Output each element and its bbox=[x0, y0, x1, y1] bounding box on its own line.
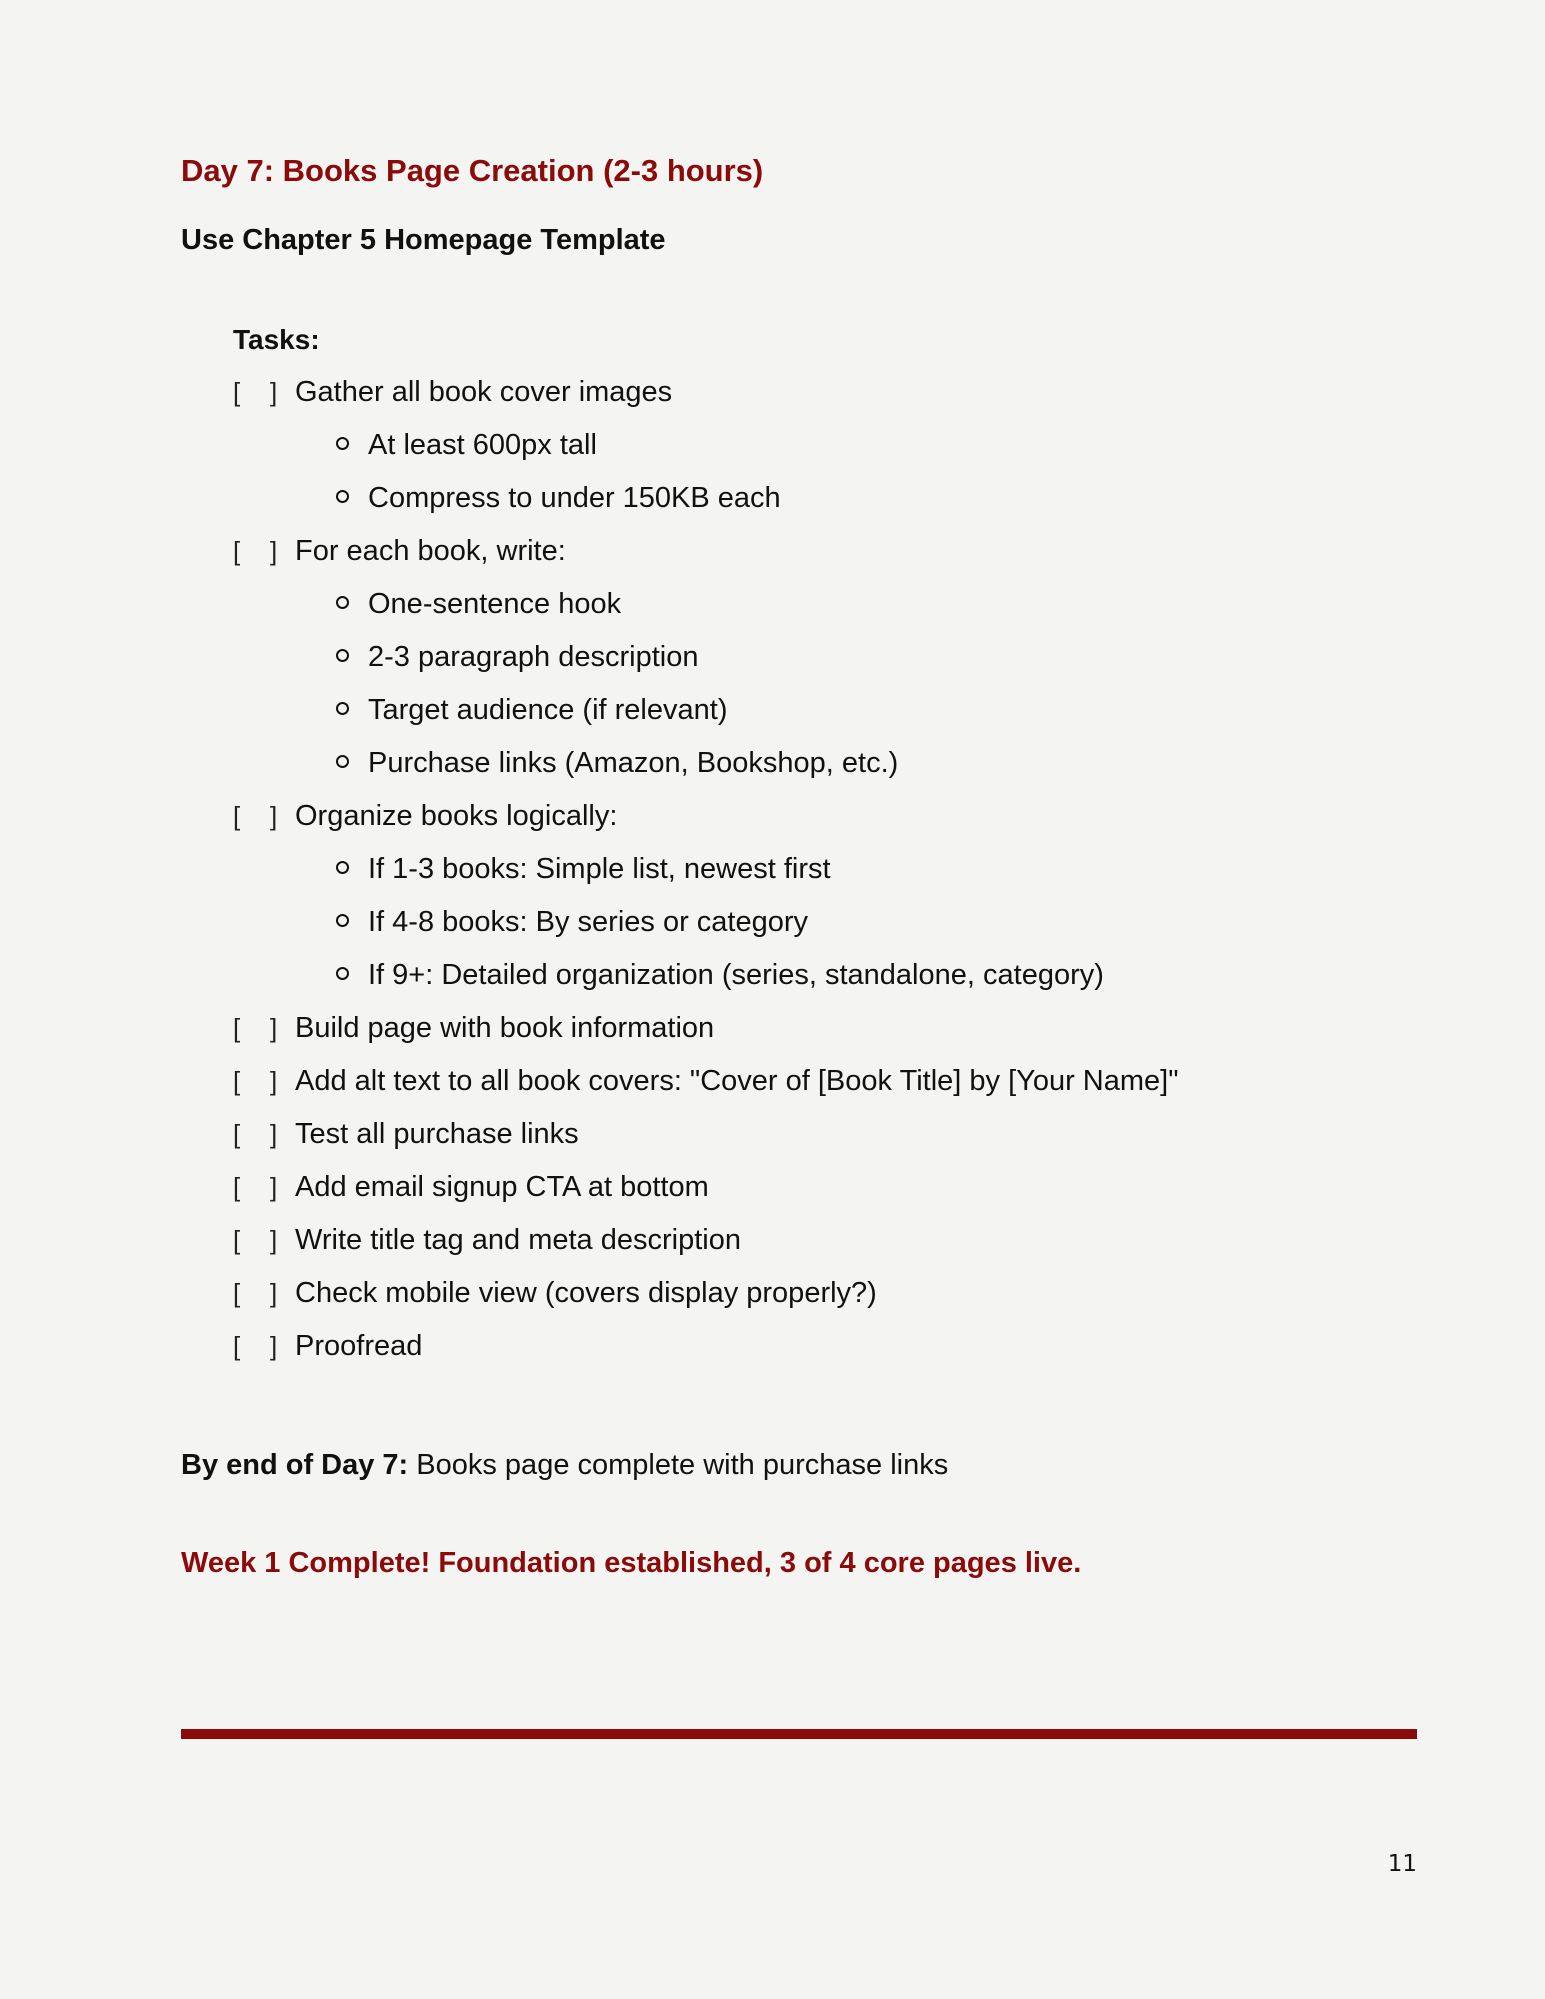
checklist-item bbox=[233, 1055, 1333, 1108]
checklist-subitem-label: Target audience (if relevant) bbox=[368, 694, 728, 726]
template-subheading: Use Chapter 5 Homepage Template bbox=[181, 224, 666, 256]
checkbox-bracket-left: [ bbox=[233, 377, 241, 407]
checklist-subitem bbox=[233, 578, 1333, 631]
hollow-bullet-icon bbox=[336, 490, 349, 503]
checklist-subitem bbox=[233, 419, 1333, 472]
checklist-item bbox=[233, 366, 1333, 419]
section-heading: Day 7: Books Page Creation (2-3 hours) bbox=[181, 153, 764, 188]
checkbox-bracket-right: ] bbox=[270, 1013, 278, 1043]
checklist-item-label: Build page with book information bbox=[295, 1012, 715, 1044]
checkbox[interactable] bbox=[233, 1320, 295, 1373]
checklist-item bbox=[233, 790, 1333, 843]
checklist-item-label: Proofread bbox=[295, 1330, 423, 1362]
checkbox-bracket-right: ] bbox=[270, 801, 278, 831]
document-page bbox=[181, 0, 1417, 1999]
checkbox-bracket-left: [ bbox=[233, 801, 241, 831]
checkbox[interactable] bbox=[233, 1108, 295, 1161]
checklist-item-label: Write title tag and meta description bbox=[295, 1224, 741, 1256]
checkbox[interactable] bbox=[233, 525, 295, 578]
checkbox-bracket-left: [ bbox=[233, 1172, 241, 1202]
checkbox[interactable] bbox=[233, 366, 295, 419]
checklist-subitem bbox=[233, 684, 1333, 737]
hollow-bullet-icon bbox=[336, 914, 349, 927]
checkbox-bracket-right: ] bbox=[270, 1331, 278, 1361]
checklist-subitem-label: Compress to under 150KB each bbox=[368, 482, 781, 514]
checklist-item-label: Add email signup CTA at bottom bbox=[295, 1171, 709, 1203]
day-summary bbox=[181, 1440, 948, 1490]
checkbox-bracket-right: ] bbox=[270, 1066, 278, 1096]
checklist-subitem-label: At least 600px tall bbox=[368, 429, 597, 461]
checkbox[interactable] bbox=[233, 1267, 295, 1320]
hollow-bullet-icon bbox=[336, 861, 349, 874]
hollow-bullet-icon bbox=[336, 649, 349, 662]
checkbox-bracket-right: ] bbox=[270, 1172, 278, 1202]
checklist-item bbox=[233, 1002, 1333, 1055]
checklist-item-label: Organize books logically: bbox=[295, 800, 618, 832]
task-checklist bbox=[233, 366, 1333, 1373]
checklist-subitem-label: If 1-3 books: Simple list, newest first bbox=[368, 853, 831, 885]
checkbox-bracket-left: [ bbox=[233, 536, 241, 566]
checklist-subitem bbox=[233, 843, 1333, 896]
checklist-subitem bbox=[233, 631, 1333, 684]
checkbox-bracket-left: [ bbox=[233, 1066, 241, 1096]
checklist-subitem-label: If 4-8 books: By series or category bbox=[368, 906, 809, 938]
checkbox[interactable] bbox=[233, 790, 295, 843]
checkbox-bracket-left: [ bbox=[233, 1278, 241, 1308]
checkbox-bracket-left: [ bbox=[233, 1331, 241, 1361]
checklist-subitem-label: If 9+: Detailed organization (series, standalone, category) bbox=[368, 959, 1104, 991]
checklist-item-label: Gather all book cover images bbox=[295, 376, 673, 408]
checkbox-bracket-left: [ bbox=[233, 1119, 241, 1149]
checklist-item bbox=[233, 1161, 1333, 1214]
checklist-item-label: Add alt text to all book covers: "Cover of [Book Title] by [Your Name]" bbox=[295, 1065, 1179, 1097]
hollow-bullet-icon bbox=[336, 596, 349, 609]
hollow-bullet-icon bbox=[336, 967, 349, 980]
checklist-subitem-label: 2-3 paragraph description bbox=[368, 641, 699, 673]
hollow-bullet-icon bbox=[336, 702, 349, 715]
checklist-item-label: Check mobile view (covers display properly?) bbox=[295, 1277, 877, 1309]
checkbox-bracket-right: ] bbox=[270, 1225, 278, 1255]
checkbox-bracket-left: [ bbox=[233, 1225, 241, 1255]
checkbox-bracket-left: [ bbox=[233, 1013, 241, 1043]
checkbox[interactable] bbox=[233, 1161, 295, 1214]
checkbox[interactable] bbox=[233, 1214, 295, 1267]
checkbox-bracket-right: ] bbox=[270, 377, 278, 407]
checklist-item bbox=[233, 1267, 1333, 1320]
week-complete-banner: Week 1 Complete! Foundation established, 3 of 4 core pages live. bbox=[181, 1547, 1082, 1579]
summary-text: Books page complete with purchase links bbox=[408, 1449, 949, 1481]
checklist-subitem bbox=[233, 737, 1333, 790]
checklist-subitem bbox=[233, 896, 1333, 949]
checklist-subitem-label: Purchase links (Amazon, Bookshop, etc.) bbox=[368, 747, 899, 779]
checklist-item bbox=[233, 525, 1333, 578]
checklist-subitem-label: One-sentence hook bbox=[368, 588, 622, 620]
hollow-bullet-icon bbox=[336, 437, 349, 450]
checkbox-bracket-right: ] bbox=[270, 536, 278, 566]
checklist-item bbox=[233, 1108, 1333, 1161]
page-number: 11 bbox=[1387, 1851, 1417, 1877]
checkbox-bracket-right: ] bbox=[270, 1119, 278, 1149]
hollow-bullet-icon bbox=[336, 755, 349, 768]
checklist-item bbox=[233, 1214, 1333, 1267]
checklist-item bbox=[233, 1320, 1333, 1373]
checklist-item-label: Test all purchase links bbox=[295, 1118, 579, 1150]
checkbox[interactable] bbox=[233, 1002, 295, 1055]
section-divider bbox=[181, 1729, 1417, 1739]
checkbox-bracket-right: ] bbox=[270, 1278, 278, 1308]
checklist-subitem bbox=[233, 949, 1333, 1002]
checklist-subitem bbox=[233, 472, 1333, 525]
checkbox[interactable] bbox=[233, 1055, 295, 1108]
checklist-item-label: For each book, write: bbox=[295, 535, 566, 567]
summary-label: By end of Day 7: bbox=[181, 1449, 409, 1481]
tasks-label: Tasks: bbox=[233, 324, 320, 355]
